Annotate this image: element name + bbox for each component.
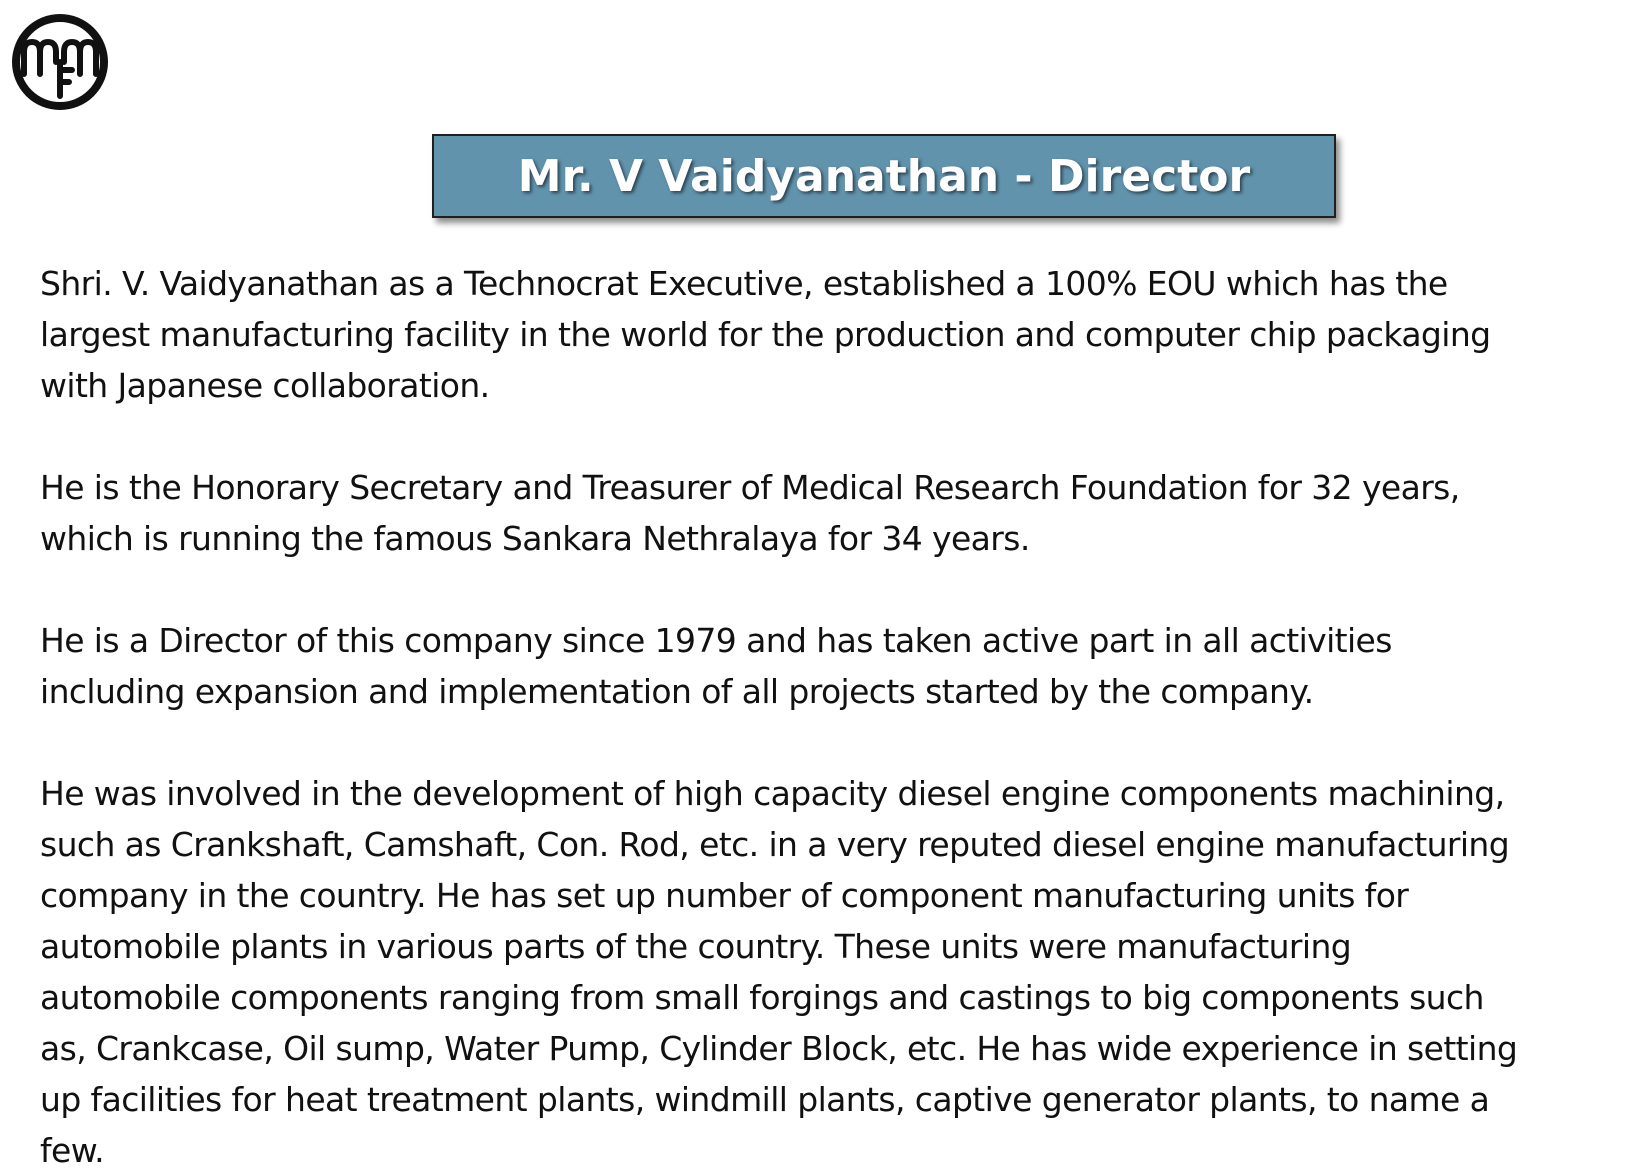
text-line: automobile plants in various parts of the country. These units were manufacturing [40,927,1352,966]
text-line: largest manufacturing facility in the world for the production and computer chip packaging [40,315,1491,354]
text-line: which is running the famous Sankara Nethralaya for 34 years. [40,519,1030,558]
text-line: He is the Honorary Secretary and Treasurer of Medical Research Foundation for 32 years, [40,468,1460,507]
mmf-logo [10,12,110,112]
text-line: including expansion and implementation of all projects started by the company. [40,672,1314,711]
text-line: Shri. V. Vaidyanathan as a Technocrat Executive, established a 100% EOU which has the [40,264,1448,303]
text-line: automobile components ranging from small forgings and castings to big components such [40,978,1484,1017]
page-title: Mr. V Vaidyanathan - Director [517,150,1251,202]
title-banner [432,134,1336,218]
text-line: as, Crankcase, Oil sump, Water Pump, Cylinder Block, etc. He has wide experience in setting [40,1029,1518,1068]
text-line: up facilities for heat treatment plants, windmill plants, captive generator plants, to name a [40,1080,1490,1119]
text-line: company in the country. He has set up number of component manufacturing units for [40,876,1409,915]
body-text [40,258,1620,1176]
mmf-logo-icon [10,12,110,112]
paragraph-director [40,615,1620,717]
text-line: with Japanese collaboration. [40,366,490,405]
text-line: He was involved in the development of high capacity diesel engine components machining, [40,774,1505,813]
paragraph-experience [40,768,1620,1176]
paragraph-eou [40,258,1620,411]
text-line: few. [40,1131,104,1170]
text-line: He is a Director of this company since 1979 and has taken active part in all activities [40,621,1392,660]
paragraph-foundation [40,462,1620,564]
text-line: such as Crankshaft, Camshaft, Con. Rod, etc. in a very reputed diesel engine manufacturing [40,825,1510,864]
